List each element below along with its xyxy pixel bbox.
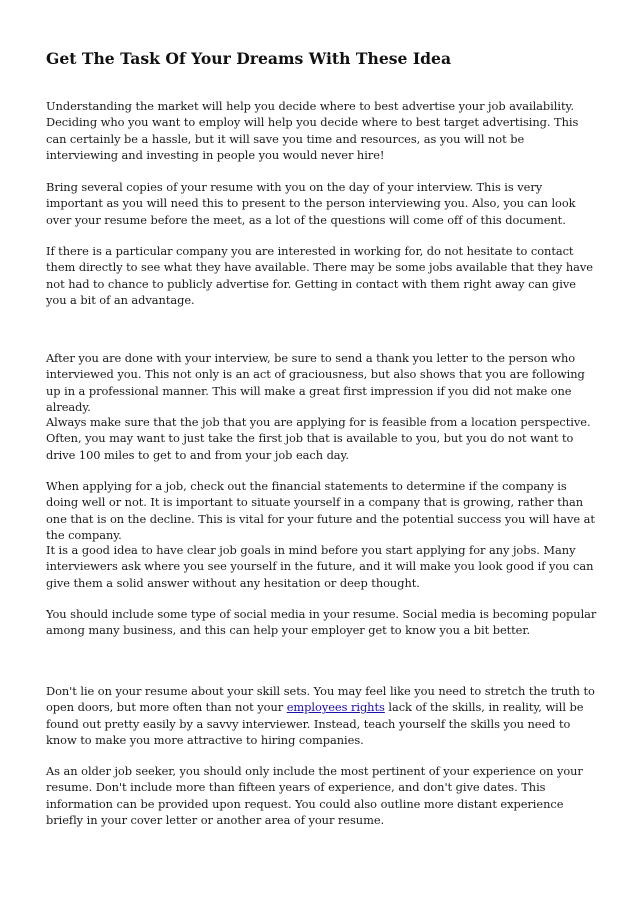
employees-rights-link[interactable]: employees rights (286, 700, 385, 715)
paragraph-social-media: You should include some type of social media in your resume. Social media is becoming popular among many business, and this can help your employer get to know you a bit better. (46, 607, 597, 638)
paragraph-text-after-link: lack of the skills, in reality, will be found out pretty easily by a savvy interviewer. Instead, teach yourself the skills you need to know to make you more attractive to hiring companies. (46, 700, 584, 748)
paragraph-market: Understanding the market will help you decide where to best advertise your job availability. Deciding who you want to employ will help you decide where to best target advertising. This can certainly be a hassle, but it will save you time and resources, as you will not be interviewing and investing in people you would never hire! (46, 99, 579, 163)
paragraph-contact-company: If there is a particular company you are interested in working for, do not hesitate to contact them directly to see what they have available. There may be some jobs available that they have not had to chance to publicly advertise for. Getting in contact with them right away can give you a bit of an advantage. (46, 244, 593, 308)
paragraph-resume-copies: Bring several copies of your resume with you on the day of your interview. This is very important as you will need this to present to the person interviewing you. Also, you can look over your resume before the meet, as a lot of the questions will come off of this document. (46, 180, 576, 227)
paragraph-location: Always make sure that the job that you are applying for is feasible from a location perspective. Often, you may want to just take the first job that is available to you, but you do not want to drive 100 miles to get to and from your job each day. (46, 415, 591, 462)
page-title: Get The Task Of Your Dreams With These Idea (46, 49, 452, 68)
paragraph-text-before-link: Don't lie on your resume about your skill sets. You may feel like you need to stretch the truth to open doors, but more often than not your (46, 684, 595, 715)
paragraph-skill-sets (46, 683, 598, 749)
paragraph-job-goals: It is a good idea to have clear job goals in mind before you start applying for any jobs. Many interviewers ask where you see yourself in the future, and it will make you look good if you can give them a solid answer without any hesitation or deep thought. (46, 543, 594, 590)
paragraph-older-seeker: As an older job seeker, you should only include the most pertinent of your experience on your resume. Don't include more than fifteen years of experience, and don't give dates. This information can be provided upon request. You could also outline more distant experience briefly in your cover letter or another area of your resume. (46, 764, 583, 828)
paragraph-financial: When applying for a job, check out the financial statements to determine if the company is doing well or not. It is important to situate yourself in a company that is growing, rather than one that is on the decline. This is vital for your future and the potential success you will have at the company. (46, 479, 595, 543)
paragraph-thank-you: After you are done with your interview, be sure to send a thank you letter to the person who interviewed you. This not only is an act of graciousness, but also shows that you are following up in a professional manner. This will make a great first impression if you did not make one already. (46, 351, 585, 415)
